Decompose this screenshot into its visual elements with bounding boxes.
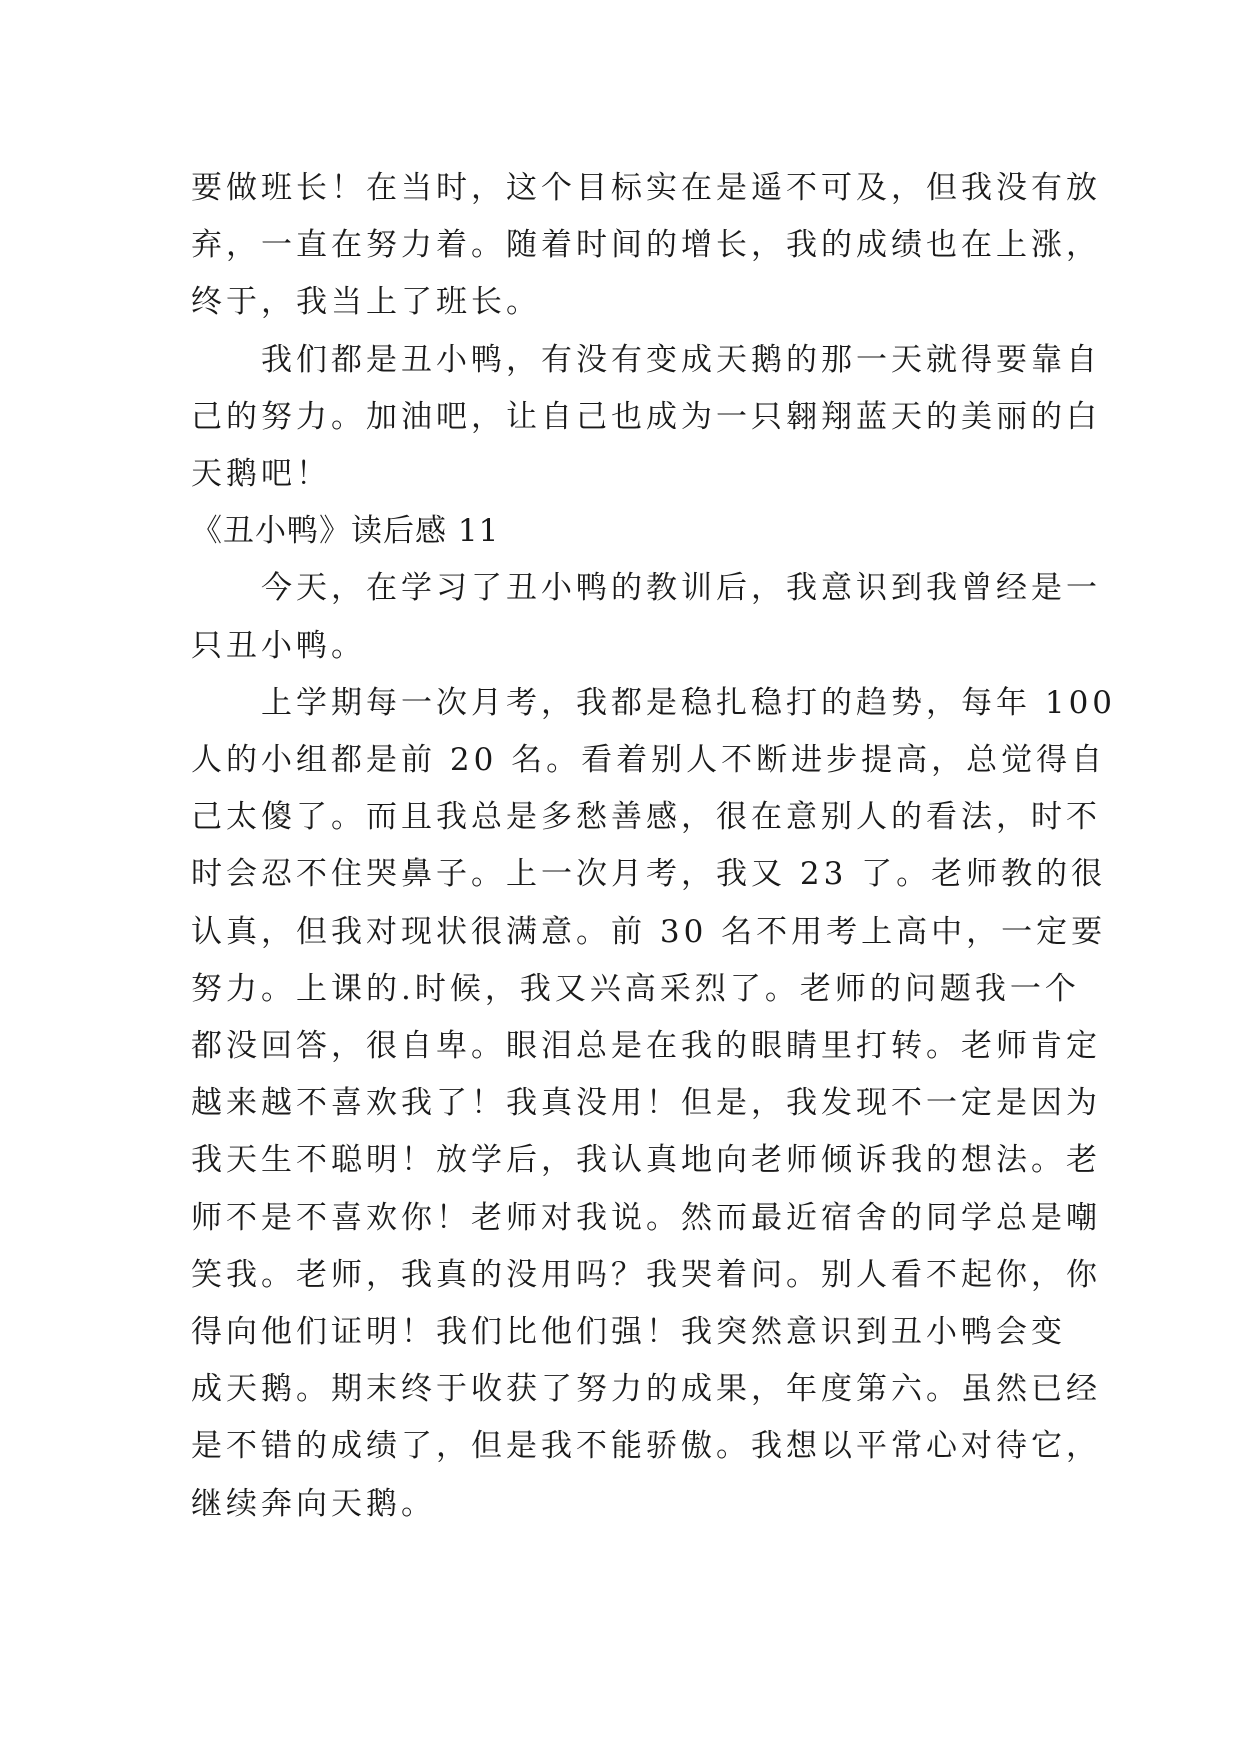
paragraph-continuation [191,160,1101,332]
text-line: 我们都是丑小鸭，有没有变成天鹅的那一天就得要靠自 [261,341,1101,378]
text-line: 己的努力。加油吧，让自己也成为一只翱翔蓝天的美丽的白 [191,398,1101,435]
text-line: 上学期每一次月考，我都是稳扎稳打的趋势，每年 100 [261,684,1117,721]
text-line: 都没回答，很自卑。眼泪总是在我的眼睛里打转。老师肯定 [191,1028,1101,1065]
paragraph-intro [191,560,1101,674]
paragraph-story [191,675,1117,1533]
text-line: 越来越不喜欢我了！我真没用！但是，我发现不一定是因为 [191,1085,1101,1122]
text-line: 师不是不喜欢你！老师对我说。然而最近宿舍的同学总是嘲 [191,1199,1101,1236]
text-line: 认真，但我对现状很满意。前 30 名不用考上高中，一定要 [191,913,1107,950]
section-heading: 《丑小鸭》读后感 11 [191,513,500,550]
text-line: 是不错的成绩了，但是我不能骄傲。我想以平常心对待它， [191,1428,1101,1465]
text-line: 只丑小鸭。 [191,627,366,664]
text-line: 终于，我当上了班长。 [191,284,541,321]
text-line: 己太傻了。而且我总是多愁善感，很在意别人的看法，时不 [191,799,1101,836]
paragraph-conclusion [191,332,1101,504]
text-line: 要做班长！在当时，这个目标实在是遥不可及，但我没有放 [191,170,1101,206]
text-line: 继续奔向天鹅。 [191,1485,436,1522]
text-line: 我天生不聪明！放学后，我认真地向老师倾诉我的想法。老 [191,1142,1101,1179]
text-line: 得向他们证明！我们比他们强！我突然意识到丑小鸭会变 [191,1314,1066,1351]
text-line: 时会忍不住哭鼻子。上一次月考，我又 23 了。老师教的很 [191,856,1107,893]
text-line: 弃，一直在努力着。随着时间的增长，我的成绩也在上涨， [191,227,1101,264]
document-body [191,160,1117,1533]
text-line: 成天鹅。期末终于收获了努力的成果，年度第六。虽然已经 [191,1371,1101,1408]
text-line: 今天，在学习了丑小鸭的教训后，我意识到我曾经是一 [261,570,1101,607]
text-line: 笑我。老师，我真的没用吗？我哭着问。别人看不起你，你 [191,1256,1101,1293]
text-line: 人的小组都是前 20 名。看着别人不断进步提高，总觉得自 [191,742,1107,779]
text-line: 天鹅吧！ [191,456,331,493]
text-line: 努力。上课的.时候，我又兴高采烈了。老师的问题我一个 [191,970,1080,1007]
